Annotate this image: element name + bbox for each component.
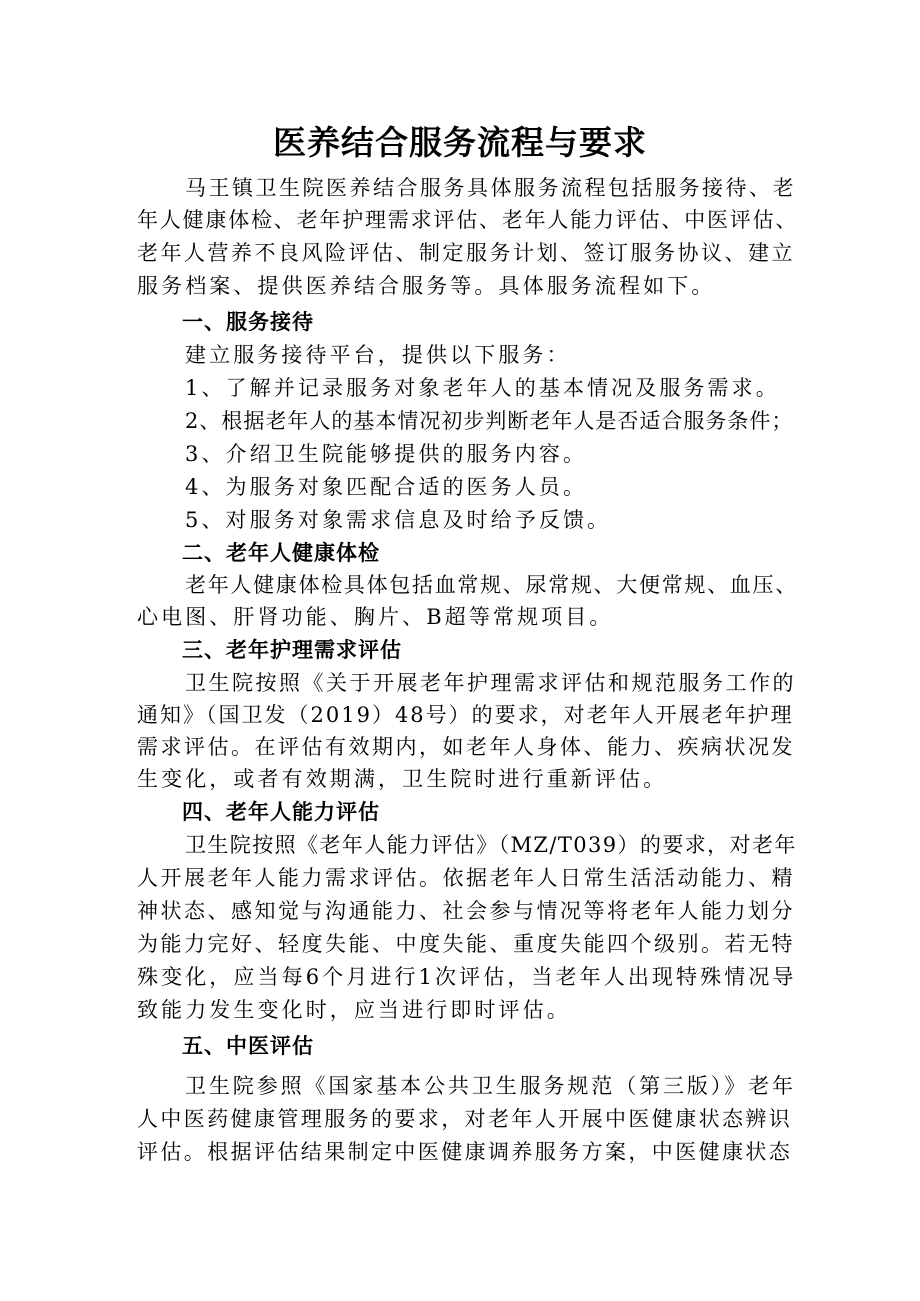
section-line: 5、对服务对象需求信息及时给予反馈。 bbox=[185, 508, 612, 532]
section-heading: 四、老年人能力评估 bbox=[182, 800, 380, 824]
section-line: 殊变化，应当每6个月进行1次评估，当老年人出现特殊情况导 bbox=[137, 965, 797, 989]
section-line: 人中医药健康管理服务的要求，对老年人开展中医健康状态辨识 bbox=[137, 1107, 793, 1131]
section-line: 4、为服务对象匹配合适的医务人员。 bbox=[185, 475, 588, 499]
section-line: 神状态、感知觉与沟通能力、社会参与情况等将老年人能力划分 bbox=[137, 899, 795, 923]
section-heading: 五、中医评估 bbox=[182, 1034, 314, 1058]
section-line: 卫生院按照《关于开展老年护理需求评估和规范服务工作的 bbox=[185, 671, 796, 695]
section-line: 人开展老年人能力需求评估。依据老年人日常生活活动能力、精 bbox=[137, 866, 795, 890]
section-line: 3、介绍卫生院能够提供的服务内容。 bbox=[185, 442, 588, 466]
intro-line: 服务档案、提供医养结合服务等。具体服务流程如下。 bbox=[137, 274, 716, 298]
section-line: 致能力发生变化时，应当进行即时评估。 bbox=[137, 998, 571, 1022]
section-heading: 一、服务接待 bbox=[182, 310, 314, 334]
section-line: 需求评估。在评估有效期内，如老年人身体、能力、疾病状况发 bbox=[137, 735, 795, 759]
section-heading: 二、老年人健康体检 bbox=[182, 541, 380, 565]
section-line: 建立服务接待平台，提供以下服务： bbox=[185, 343, 571, 367]
section-line: 通知》（国卫发（2019）48号）的要求，对老年人开展老年护理 bbox=[137, 703, 794, 727]
section-line: 评估。根据评估结果制定中医健康调养服务方案，中医健康状态 bbox=[137, 1140, 793, 1164]
section-line: 卫生院参照《国家基本公共卫生服务规范（第三版）》老年 bbox=[185, 1074, 796, 1098]
section-heading: 三、老年护理需求评估 bbox=[182, 638, 402, 662]
section-line: 2、根据老年人的基本情况初步判断老年人是否适合服务条件； bbox=[185, 409, 794, 433]
section-line: 卫生院按照《老年人能力评估》（MZ/T039）的要求，对老年 bbox=[185, 833, 797, 857]
intro-line: 年人健康体检、老年护理需求评估、老年人能力评估、中医评估、 bbox=[137, 208, 799, 232]
document-title: 医养结合服务流程与要求 bbox=[273, 123, 647, 162]
section-line: 老年人健康体检具体包括血常规、尿常规、大便常规、血压、 bbox=[185, 573, 798, 597]
intro-line: 马王镇卫生院医养结合服务具体服务流程包括服务接待、老 bbox=[185, 176, 796, 200]
section-line: 生变化，或者有效期满，卫生院时进行重新评估。 bbox=[137, 767, 668, 791]
section-line: 为能力完好、轻度失能、中度失能、重度失能四个级别。若无特 bbox=[137, 932, 795, 956]
section-line: 心电图、肝肾功能、胸片、B超等常规项目。 bbox=[137, 605, 614, 629]
section-line: 1、了解并记录服务对象老年人的基本情况及服务需求。 bbox=[185, 376, 780, 400]
intro-line: 老年人营养不良风险评估、制定服务计划、签订服务协议、建立 bbox=[137, 241, 795, 265]
